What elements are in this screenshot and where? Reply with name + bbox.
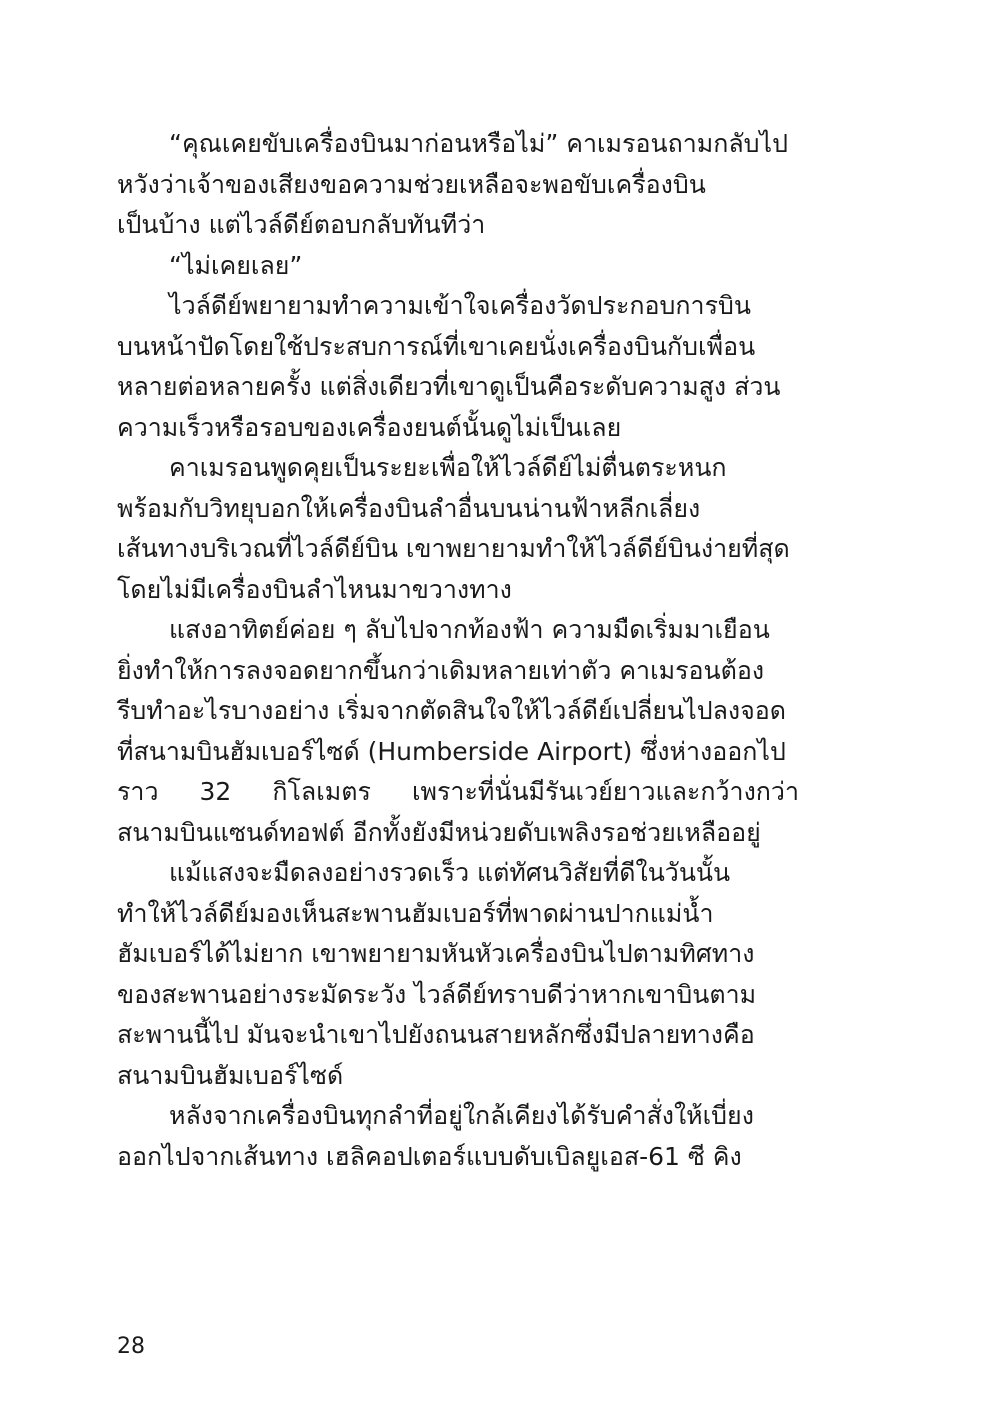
body-text — [117, 124, 799, 1177]
text-line: หลายต่อหลายครั้ง แต่สิ่งเดียวที่เขาดูเป็นคือระดับความสูง ส่วน — [117, 372, 781, 401]
text-line: แม้แสงจะมืดลงอย่างรวดเร็ว แต่ทัศนวิสัยที่ดีในวันนั้น — [169, 858, 731, 887]
text-line: ราว 32 กิโลเมตร เพราะที่นั่นมีรันเวย์ยาวและกว้างกว่า — [117, 777, 799, 806]
text-line: ยิ่งทำให้การลงจอดยากขึ้นกว่าเดิมหลายเท่าตัว คาเมรอนต้อง — [117, 655, 765, 685]
text-line: หวังว่าเจ้าของเสียงขอความช่วยเหลือจะพอขับเครื่องบิน — [117, 169, 706, 199]
text-line: บนหน้าปัดโดยใช้ประสบการณ์ที่เขาเคยนั่งเครื่องบินกับเพื่อน — [117, 331, 756, 361]
text-line: แสงอาทิตย์ค่อย ๆ ลับไปจากท้องฟ้า ความมืดเริ่มมาเยือน — [169, 615, 770, 644]
text-line: สนามบินแซนด์ทอฟต์ อีกทั้งยังมีหน่วยดับเพลิงรอช่วยเหลืออยู่ — [117, 817, 761, 847]
text-line: สะพานนี้ไป มันจะนำเขาไปยังถนนสายหลักซึ่งมีปลายทางคือ — [117, 1020, 755, 1049]
text-line: ของสะพานอย่างระมัดระวัง ไวล์ดีย์ทราบดีว่าหากเขาบินตาม — [117, 979, 757, 1009]
text-line: คาเมรอนพูดคุยเป็นระยะเพื่อให้ไวล์ดีย์ไม่ตื่นตระหนก — [169, 453, 727, 482]
text-line: โดยไม่มีเครื่องบินลำไหนมาขวางทาง — [117, 574, 512, 604]
text-line: หลังจากเครื่องบินทุกลำที่อยู่ใกล้เคียงได้รับคำสั่งให้เบี่ยง — [169, 1101, 754, 1130]
text-line: เส้นทางบริเวณที่ไวล์ดีย์บิน เขาพยายามทำให้ไวล์ดีย์บินง่ายที่สุด — [117, 534, 790, 563]
text-line: “ไม่เคยเลย” — [169, 250, 303, 280]
text-line: ไวล์ดีย์พยายามทำความเข้าใจเครื่องวัดประกอบการบิน — [169, 291, 751, 320]
text-line: “คุณเคยขับเครื่องบินมาก่อนหรือไม่” คาเมรอนถามกลับไป — [169, 129, 788, 158]
text-line: ทำให้ไวล์ดีย์มองเห็นสะพานฮัมเบอร์ที่พาดผ่านปากแม่น้ำ — [117, 898, 714, 928]
text-line: ออกไปจากเส้นทาง เฮลิคอปเตอร์แบบดับเบิลยูเอส-61 ซี คิง — [117, 1141, 742, 1171]
page-number: 28 — [117, 1334, 145, 1359]
text-line: สนามบินฮัมเบอร์ไซด์ — [117, 1060, 344, 1090]
text-line: เป็นบ้าง แต่ไวล์ดีย์ตอบกลับทันทีว่า — [117, 210, 486, 239]
text-line: พร้อมกับวิทยุบอกให้เครื่องบินลำอื่นบนน่านฟ้าหลีกเลี่ยง — [117, 493, 701, 523]
text-line: รีบทำอะไรบางอย่าง เริ่มจากตัดสินใจให้ไวล์ดีย์เปลี่ยนไปลงจอด — [117, 696, 787, 725]
text-line: ความเร็วหรือรอบของเครื่องยนต์นั้นดูไม่เป็นเลย — [117, 412, 622, 442]
text-line: ฮัมเบอร์ได้ไม่ยาก เขาพยายามหันหัวเครื่องบินไปตามทิศทาง — [117, 939, 755, 968]
text-line: ที่สนามบินฮัมเบอร์ไซด์ (Humberside Airport) ซึ่งห่างออกไป — [117, 736, 786, 766]
